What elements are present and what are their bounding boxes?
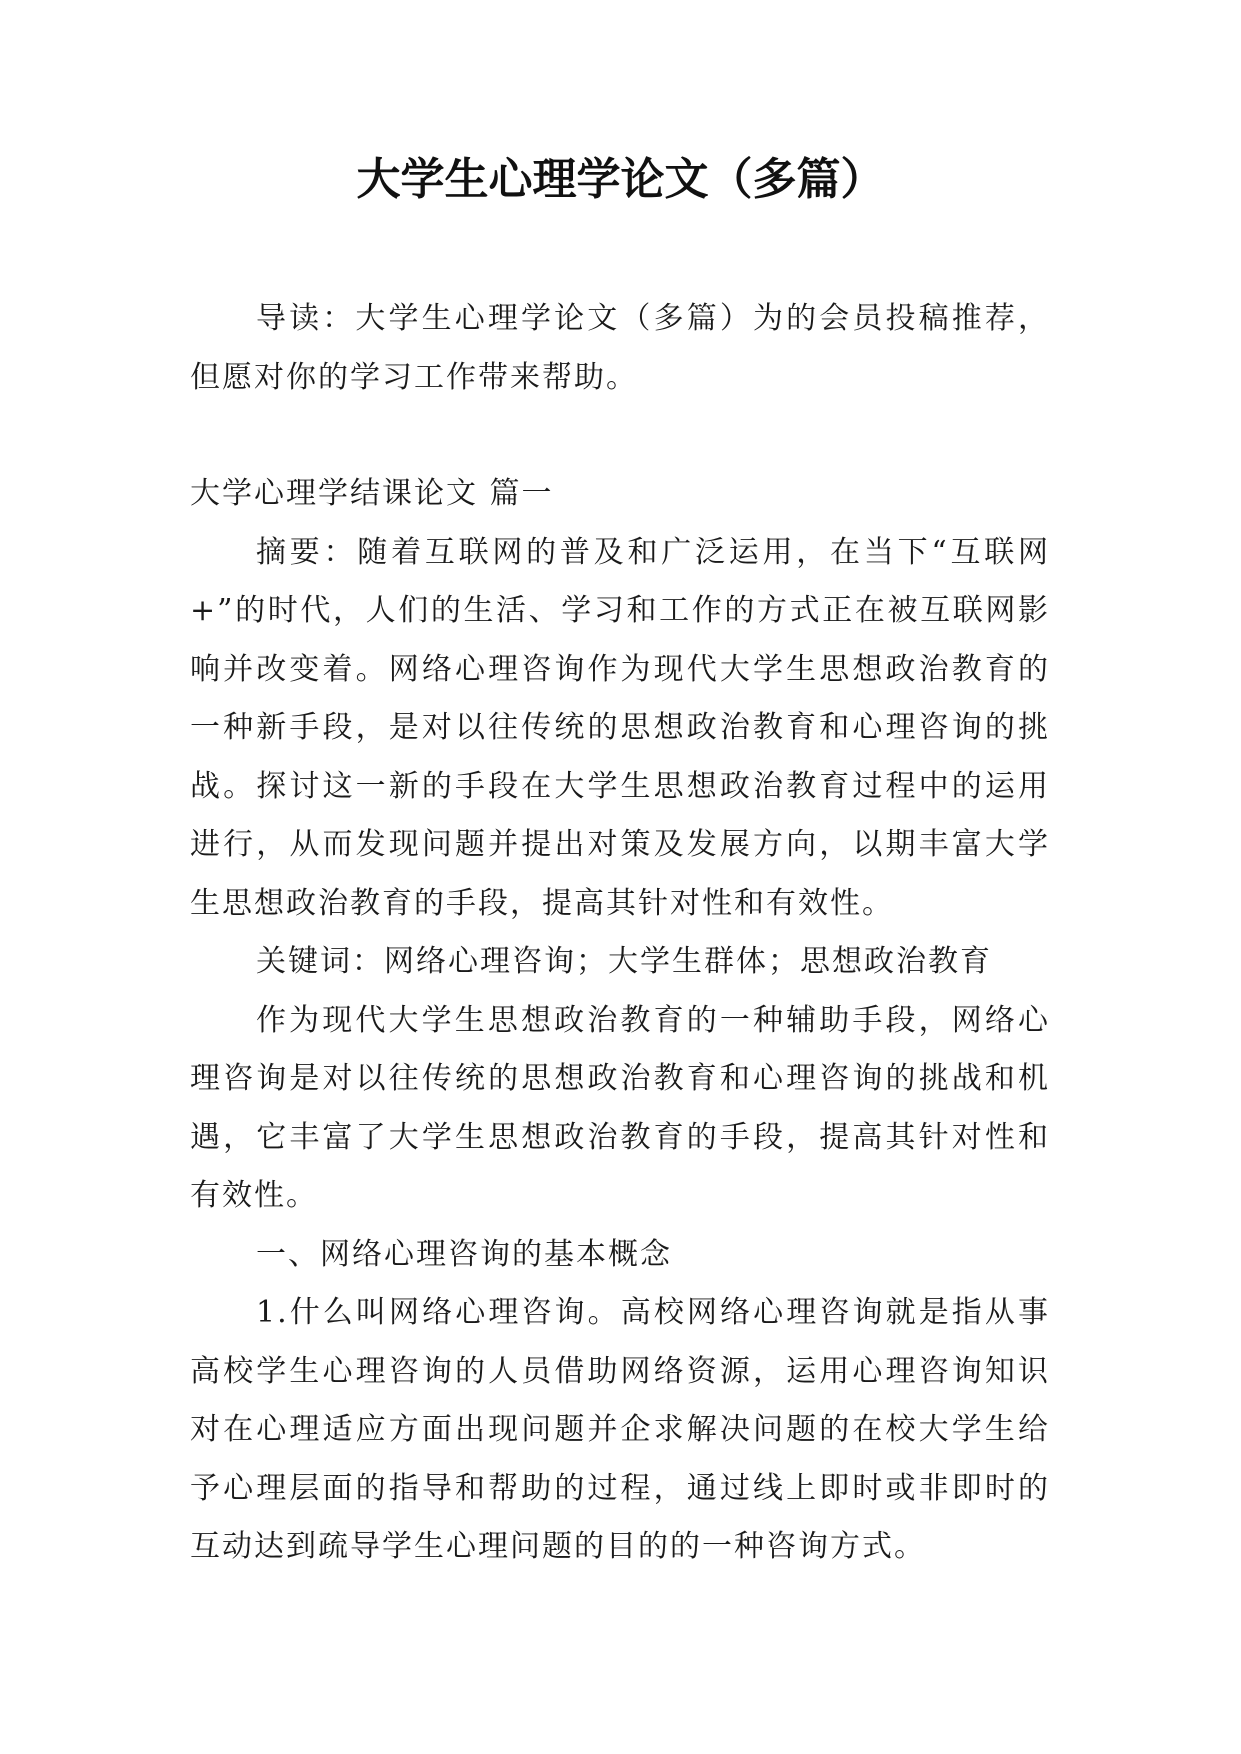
spacer [190, 407, 1050, 465]
keywords-paragraph: 关键词：网络心理咨询；大学生群体；思想政治教育 [256, 944, 992, 979]
document-title: 大学生心理学论文（多篇） [356, 154, 885, 205]
section-heading: 大学心理学结课论文 篇一 [190, 476, 554, 511]
body-paragraph: 作为现代大学生思想政治教育的一种辅助手段，网络心理咨询是对以往传统的思想政治教育和心理咨询的挑战和机遇，它丰富了大学生思想政治教育的手段，提高其针对性和有效性。 [190, 1002, 1050, 1213]
subheading: 一、网络心理咨询的基本概念 [256, 1236, 672, 1272]
abstract-paragraph: 摘要：随着互联网的普及和广泛运用，在当下“互联网+”的时代，人们的生活、学习和工作的方式正在被互联网影响并改变着。网络心理咨询作为现代大学生思想政治教育的一种新手段，是对以往传统的思想政治教育和心理咨询的挑战。探讨这一新的手段在大学生思想政治教育过程中的运用进行，从而发现问题并提出对策及发展方向，以期丰富大学生思想政治教育的手段，提高其针对性和有效性。 [190, 534, 1050, 921]
intro-paragraph: 导读：大学生心理学论文（多篇）为的会员投稿推荐，但愿对你的学习工作带来帮助。 [190, 301, 1050, 395]
document-body [190, 290, 1050, 1577]
body-paragraph: 1.什么叫网络心理咨询。高校网络心理咨询就是指从事高校学生心理咨询的人员借助网络资源，运用心理咨询知识对在心理适应方面出现问题并企求解决问题的在校大学生给予心理层面的指导和帮助的过程，通过线上即时或非即时的互动达到疏导学生心理问题的目的的一种咨询方式。 [190, 1295, 1050, 1564]
